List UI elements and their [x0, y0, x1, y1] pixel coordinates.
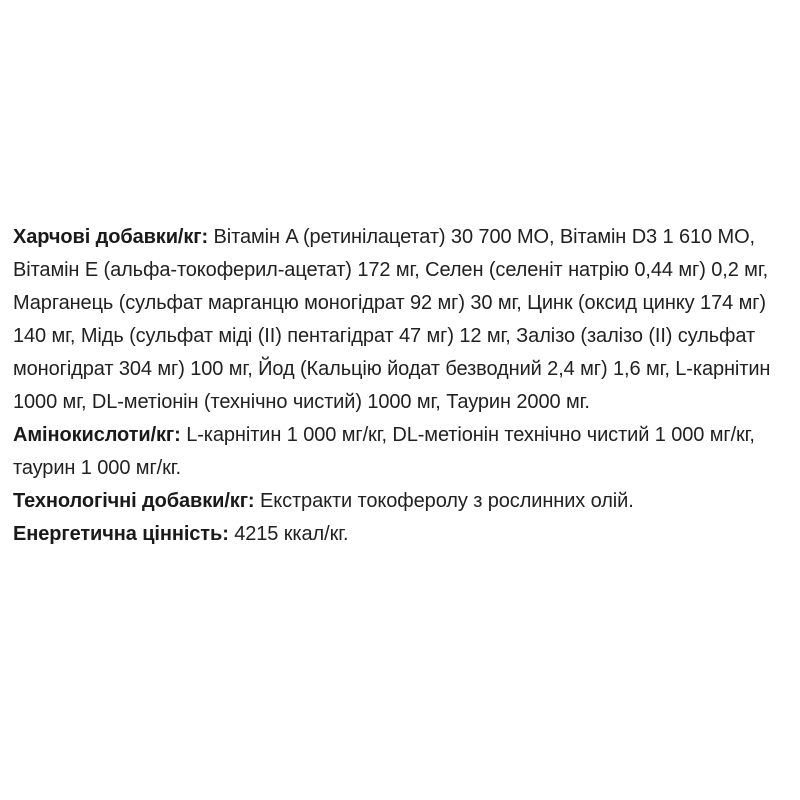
technological-additives-text: Екстракти токоферолу з рослинних олій.: [259, 490, 634, 512]
amino-acids-text: L-карнітин 1 000 мг/кг, DL-метіонін технічно чистий 1 000 мг/кг, таурин 1 000 мг/кг.: [13, 424, 755, 479]
food-additives-label: Харчові добавки/кг:: [13, 226, 209, 248]
paragraph-technological-additives: [13, 485, 791, 518]
paragraph-energy-value: [13, 518, 791, 551]
amino-acids-label: Амінокислоти/кг:: [13, 424, 181, 446]
technological-additives-label: Технологічні добавки/кг:: [13, 490, 255, 512]
paragraph-amino-acids: [13, 419, 791, 485]
energy-value-label: Енергетична цінність:: [13, 523, 229, 545]
nutrition-info-block: [13, 221, 791, 551]
paragraph-food-additives: [13, 221, 791, 419]
food-additives-text: Вітамін A (ретинілацетат) 30 700 МО, Вітамін D3 1 610 МО, Вітамін E (альфа-токоферил-ацетат) 172 мг, Селен (селеніт натрію 0,44 мг) 0,2 мг, Марганець (сульфат марганцю моногідрат 92 мг) 30 мг, Цинк (оксид цинку 174 мг) 140 мг, Мідь (сульфат міді (II) пентагідрат 47 мг) 12 мг, Залізо (залізо (II) сульфат моногідрат 304 мг) 100 мг, Йод (Кальцію йодат безводний 2,4 мг) 1,6 мг, L-карнітин 1000 мг, DL-метіонін (технічно чистий) 1000 мг, Таурин 2000 мг.: [13, 226, 771, 413]
energy-value-text: 4215 ккал/кг.: [234, 523, 349, 545]
